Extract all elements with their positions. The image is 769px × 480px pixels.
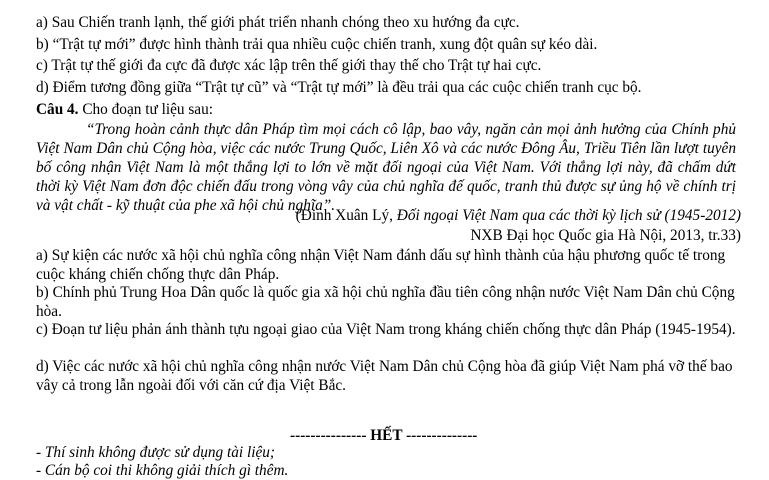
option-b: b) Chính phủ Trung Hoa Dân quốc là quốc gia xã hội chủ nghĩa đầu tiên công nhận nước Việt Nam Dân chủ Cộng hòa. <box>36 284 735 320</box>
option-d-prev: d) Điểm tương đồng giữa “Trật tự cũ” và “Trật tự mới” là đều trải qua các cuộc chiến tranh cục bộ. <box>36 79 642 96</box>
source-publisher: NXB Đại học Quốc gia Hà Nội, 2013, tr.33) <box>470 227 741 244</box>
end-mark: --------------- HẾT -------------- <box>290 427 478 444</box>
source-title: Đối ngoại Việt Nam qua các thời kỳ lịch sử (1945-2012) <box>396 207 741 224</box>
option-c-prev: c) Trật tự thế giới đa cực đã được xác lập trên thế giới thay thế cho Trật tự hai cực. <box>36 57 542 74</box>
note-proctor: - Cán bộ coi thi không giải thích gì thêm. <box>36 462 289 479</box>
quote-passage: “Trong hoàn cảnh thực dân Pháp tìm mọi cách cô lập, bao vây, ngăn cản mọi ảnh hưởng của Chính phủ Việt Nam Dân chủ Cộng hòa, việc các nước Trung Quốc, Liên Xô và các nước Đông Âu, Triều Tiên lần lượt tuyên bố công nhận Việt Nam là một thắng lợi to lớn về mặt đối ngoại của Việt Nam. Với thắng lợi này, đã chấm dứt thời kỳ Việt Nam đơn độc chiến đấu trong vòng vây của chủ nghĩa đế quốc, tranh thủ được sự ủng hộ về chính trị và vật chất - kỹ thuật của phe xã hội chủ nghĩa”. <box>36 121 736 214</box>
option-a-prev: a) Sau Chiến tranh lạnh, thế giới phát triển nhanh chóng theo xu hướng đa cực. <box>36 14 520 31</box>
question-4-label: Câu 4. <box>36 101 79 118</box>
option-c: c) Đoạn tư liệu phản ánh thành tựu ngoại giao của Việt Nam trong kháng chiến chống thực dân Pháp (1945-1954). <box>36 321 736 338</box>
question-4-heading <box>36 101 213 119</box>
source-citation <box>296 207 741 225</box>
note-candidate: - Thí sinh không được sử dụng tài liệu; <box>36 444 275 461</box>
option-a: a) Sự kiện các nước xã hội chủ nghĩa công nhận Việt Nam đánh dấu sự hình thành của hậu phương quốc tế trong cuộc kháng chiến chống thực dân Pháp. <box>36 247 726 283</box>
source-author: (Đinh Xuân Lý, <box>295 207 397 224</box>
question-4-prompt: Cho đoạn tư liệu sau: <box>78 101 213 118</box>
option-b-prev: b) “Trật tự mới” được hình thành trải qua nhiều cuộc chiến tranh, xung đột quân sự kéo dài. <box>36 36 598 53</box>
option-d: d) Việc các nước xã hội chủ nghĩa công nhận nước Việt Nam Dân chủ Cộng hòa đã giúp Việt Nam phá vỡ thế bao vây cả trong lẫn ngoài đối với căn cứ địa Việt Bắc. <box>36 358 733 394</box>
